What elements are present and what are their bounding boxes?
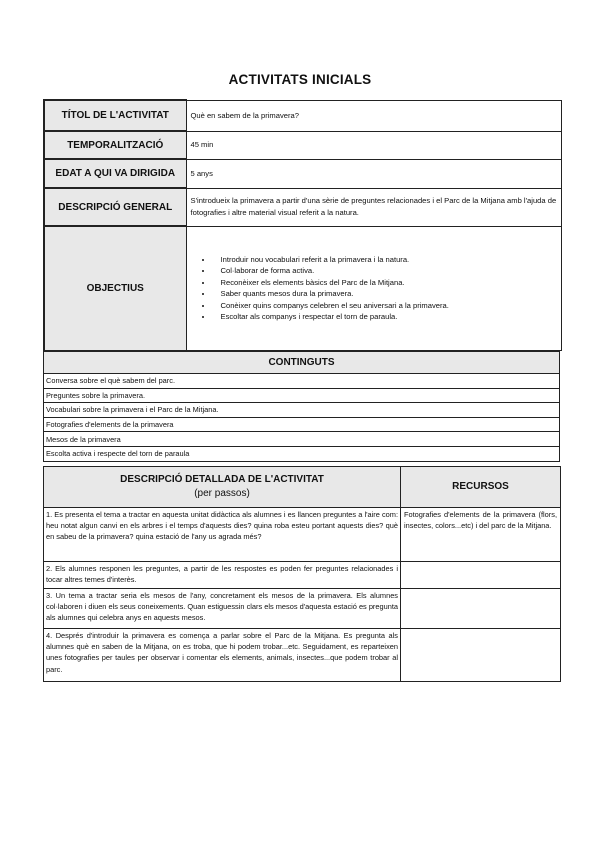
content-item: Escolta activa i respecte del torn de paraula <box>44 446 560 461</box>
objective-item: • Col·laborar de forma activa. <box>213 265 561 277</box>
info-row-age <box>44 159 561 188</box>
detailed-description-heading <box>44 467 401 508</box>
info-row-description <box>44 188 561 226</box>
detailed-steps-table <box>43 466 561 682</box>
step-resources <box>401 629 561 682</box>
info-label: EDAT A QUI VA DIRIGIDA <box>44 159 186 188</box>
content-item: Vocabulari sobre la primavera i el Parc de la Mitjana. <box>44 403 560 418</box>
content-item: Conversa sobre el què sabem del parc. <box>44 374 560 389</box>
objective-item: • Conèixer quins companys celebren el seu aniversari a la primavera. <box>213 300 561 312</box>
objective-item: • Introduir nou vocabulari referit a la primavera i la natura. <box>213 254 561 266</box>
info-row-title <box>44 100 561 131</box>
content-item: Mesos de la primavera <box>44 432 560 447</box>
step-resources <box>401 562 561 589</box>
content-item: Fotografies d'elements de la primavera <box>44 417 560 432</box>
content-item: Preguntes sobre la primavera. <box>44 388 560 403</box>
resources-heading: RECURSOS <box>401 467 561 508</box>
step-text: 1. Es presenta el tema a tractar en aquesta unitat didàctica als alumnes i es llancen preguntes a l'aire com: heu notat algun canvi en els arbres i el temps d'aquests dies? quina roba esteu portant aquests dies? què en sabeu de la primavera? quina estació de l'any us agrada més? <box>44 508 401 562</box>
step-text: 4. Després d'introduir la primavera es comença a parlar sobre el Parc de la Mitjana. Es pregunta als alumnes què en saben de la Mitjana, on es troba, que hi podem trobar...etc. Seguidament, es reparteixen unes fotografies per taules per observar i comentar els elements, animals, insectes...que podem trobar al parc. <box>44 629 401 682</box>
info-value: Què en sabem de la primavera? <box>186 100 561 131</box>
detailed-heading-line2: (per passos) <box>194 488 250 499</box>
info-value: S'introdueix la primavera a partir d'una sèrie de preguntes relacionades i el Parc de la Mitjana amb l'ajuda de fotografies i altre material visual referit a la natura. <box>186 188 561 226</box>
info-row-objectives <box>44 226 561 350</box>
objectives-label: OBJECTIUS <box>44 226 186 350</box>
objectives-list <box>187 254 561 323</box>
info-row-timing <box>44 131 561 159</box>
step-text: 3. Un tema a tractar seria els mesos de l'any, concretament els mesos de la primavera. Els alumnes col·laboren i diuen els seus coneixements. Quan estiguessin clars els mesos d'aquesta estació es pregunta als alumnes qui celebra anys en aquests mesos. <box>44 589 401 629</box>
contents-heading: CONTINGUTS <box>44 352 560 374</box>
step-text: 2. Els alumnes responen les preguntes, a partir de les respostes es poden fer preguntes relacionades i tocar altres temes d'interès. <box>44 562 401 589</box>
info-value: 5 anys <box>186 159 561 188</box>
info-label: TÍTOL DE L'ACTIVITAT <box>44 100 186 131</box>
info-value: 45 min <box>186 131 561 159</box>
page-title: ACTIVITATS INICIALS <box>228 72 372 87</box>
detailed-heading-line1: DESCRIPCIÓ DETALLADA DE L'ACTIVITAT <box>120 474 324 485</box>
objective-item: • Escoltar als companys i respectar el torn de paraula. <box>213 311 561 323</box>
objectives-cell <box>186 226 561 350</box>
step-resources: Fotografies d'elements de la primavera (flors, insectes, colors...etc) i del parc de la Mitjana. <box>401 508 561 562</box>
activity-info-table <box>43 99 562 351</box>
contents-table <box>43 351 560 462</box>
step-resources <box>401 589 561 629</box>
objective-item: • Saber quants mesos dura la primavera. <box>213 288 561 300</box>
objective-item: • Reconèixer els elements bàsics del Parc de la Mitjana. <box>213 277 561 289</box>
info-label: TEMPORALITZACIÓ <box>44 131 186 159</box>
info-label: DESCRIPCIÓ GENERAL <box>44 188 186 226</box>
